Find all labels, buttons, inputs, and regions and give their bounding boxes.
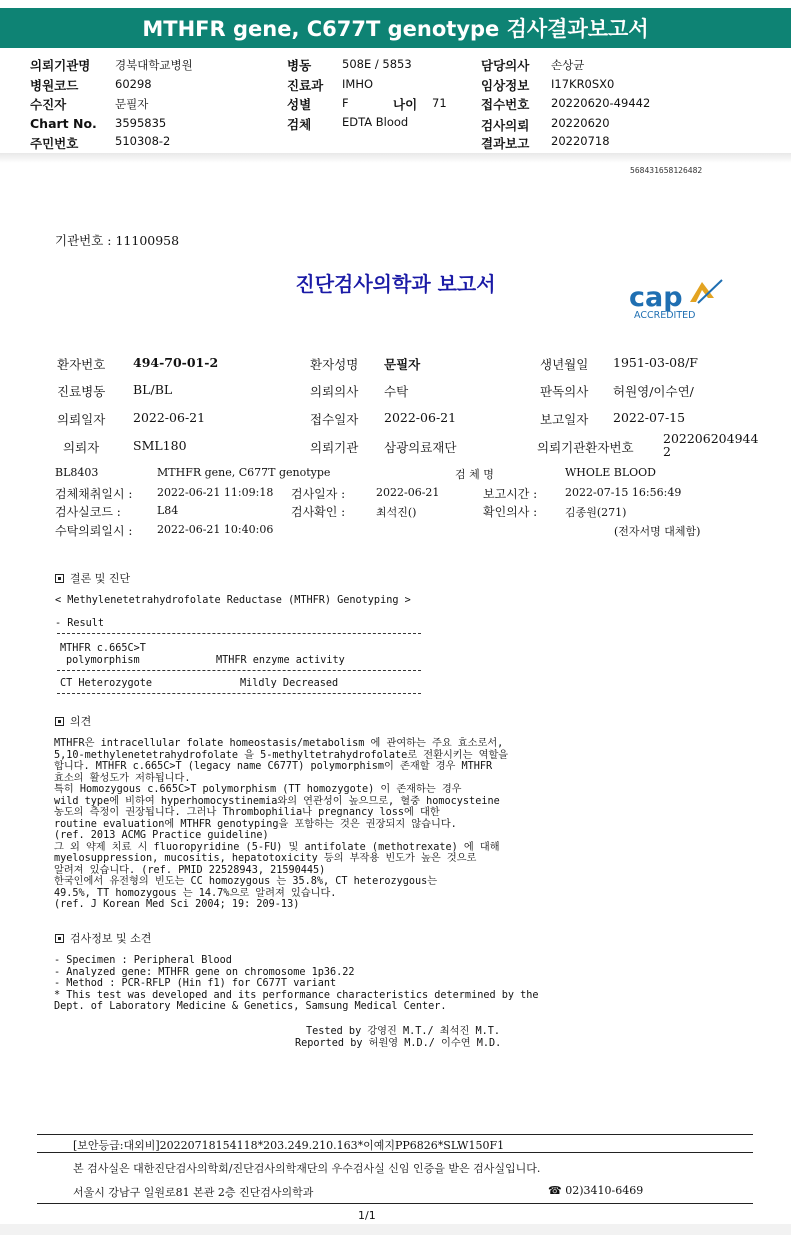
tested-by: Tested by 강영진 M.T./ 최석진 M.T. [306,1026,500,1037]
hdr-value-receipt-no: 20220620-49442 [551,96,651,110]
opinion-line: 농도의 측정이 권장됩니다. 그러나 Thrombophilia나 pregnancy loss에 대한 [54,807,440,818]
conclusion-subtitle: < Methylenetetrahydrofolate Reductase (MTHFR) Genotyping > [55,595,411,606]
hdr-label-report-date: 결과보고 [481,136,530,151]
hdr-label-request-date: 검사의뢰 [481,118,530,133]
label-requester: 의뢰자 [63,440,100,455]
result-col1-header-line1: MTHFR c.665C>T [60,643,146,654]
test-date-label: 검사일자 : [291,487,346,501]
value-reading-doctor: 허원영/이수연/ [613,384,694,399]
cap-logo-text: cap [629,282,683,313]
opinion-line: 한국인에서 유전형의 빈도는 CC homozygous 는 35.8%, CT heterozygous는 [54,876,438,887]
institution-number: 기관번호 : 11100958 [55,233,180,248]
hdr-value-clinical-info: I17KR0SX0 [551,77,615,91]
test-confirm-value: 최석진() [376,506,417,519]
hdr-value-resident-no: 510308-2 [115,134,171,148]
result-col2-header: MTHFR enzyme activity [216,655,345,666]
value-ward: BL/BL [133,382,173,397]
value-requesting-doctor: 수탁 [384,384,409,399]
opinion-line: 효소의 활성도가 저하됩니다. [54,772,191,784]
hdr-label-patient: 수진자 [30,97,67,112]
section-bullet-icon [55,574,64,583]
result-label: - Result [55,618,105,629]
label-request-date: 의뢰일자 [57,412,106,427]
label-receipt-date: 접수일자 [310,412,359,427]
electronic-signature-note: (전자서명 대체함) [614,525,701,538]
hdr-label-resident-no: 주민번호 [30,136,79,151]
footer-bottom-rule [37,1203,753,1204]
value-requesting-institution: 삼광의료재단 [384,440,457,455]
section-bullet-icon [55,934,64,943]
opinion-text [54,738,554,911]
value-report-date: 2022-07-15 [613,410,686,425]
opinion-line: wild type에 비하여 hyperhomocystinemia와의 연관성이 높으므로, 혈중 homocysteine [54,795,500,807]
value-requester: SML180 [133,438,187,453]
value-institution-patient-no: 202206204944 [663,431,759,446]
hdr-label-hospital-code: 병원코드 [30,78,79,93]
lab-code-label: 검사실코드 : [55,505,121,519]
section-bullet-icon [55,717,64,726]
report-time-label: 보고시간 : [483,487,538,501]
specimen-name-label: 검 체 명 [455,468,494,481]
testinfo-line: - Analyzed gene: MTHFR gene on chromosome 1p36.22 [54,966,355,978]
lab-address: 서울시 강남구 일원로81 본관 2층 진단검사의학과 [73,1186,314,1199]
label-patient-no: 환자번호 [57,357,106,372]
value-receipt-date: 2022-06-21 [384,410,457,425]
hdr-label-ward: 병동 [287,58,312,73]
collect-time-value: 2022-06-21 11:09:18 [157,486,274,499]
testinfo-line: * This test was developed and its performance characteristics determined by the [54,989,539,1001]
collect-time-label: 검체채취일시 : [55,487,133,501]
value-request-date: 2022-06-21 [133,410,206,425]
label-institution-patient-no: 의뢰기관환자번호 [537,440,634,455]
page-title: 진단검사의학과 보고서 [295,272,496,296]
opinion-line: (ref. 2013 ACMG Practice guideline) [54,830,269,841]
report-header-title: MTHFR gene, C677T genotype 검사결과보고서 [0,8,791,48]
lab-code-value: L84 [157,504,179,517]
hdr-label-department: 진료과 [287,78,324,93]
opinion-line: routine evaluation에 MTHFR genotyping을 포함하는 것은 권장되지 않습니다. [54,818,457,830]
hdr-value-report-date: 20220718 [551,134,610,148]
test-name: MTHFR gene, C677T genotype [157,466,331,479]
hdr-value-ward: 508E / 5853 [342,57,412,71]
header-shadow [0,153,791,163]
testinfo-line: - Method : PCR-RFLP (Hin f1) for C677T variant [54,978,337,989]
test-confirm-label: 검사확인 : [291,505,346,519]
label-patient-name: 환자성명 [310,357,359,372]
reported-by: Reported by 허원영 M.D./ 이수연 M.D. [295,1038,502,1049]
confirm-doctor-value: 김종원(271) [565,506,627,519]
confirm-doctor-label: 확인의사 : [483,505,538,519]
testinfo-text [54,955,554,1013]
opinion-line: MTHFR은 intracellular folate homeostasis/metabolism 에 관여하는 주요 효소로서, [54,738,504,749]
value-patient-name: 문필자 [384,357,421,372]
opinion-line: (ref. J Korean Med Sci 2004; 19: 209-13) [54,899,300,910]
hdr-label-clinical-info: 임상정보 [481,78,530,93]
value-birth-date: 1951-03-08/F [613,355,698,370]
hdr-value-hospital-code: 60298 [115,77,152,91]
specimen-name-value: WHOLE BLOOD [565,466,656,479]
hdr-value-age: 71 [432,96,447,110]
footer-mid-rule [37,1152,753,1153]
hdr-label-receipt-no: 접수번호 [481,97,530,112]
opinion-line: 그 외 약제 치료 시 fluoropyridine (5-FU) 및 antifolate (methotrexate) 에 대해 [54,841,500,853]
footer-top-rule [37,1134,753,1135]
value-patient-no: 494-70-01-2 [133,355,219,370]
hdr-value-specimen: EDTA Blood [342,115,409,129]
security-stamp: [보안등급:대외비]20220718154118*203.249.210.163*이예지PP6826*SLW150F1 [73,1139,505,1152]
label-reading-doctor: 판독의사 [540,384,589,399]
label-ward: 진료병동 [57,384,106,399]
page-number: 1/1 [358,1209,376,1222]
hdr-value-department: IMHO [342,77,374,91]
hdr-value-doctor: 손상균 [551,58,585,72]
page-bottom-bar [0,1224,791,1235]
result-table-mid-rule [57,670,421,671]
result-genotype: CT Heterozygote [60,678,153,689]
label-report-date: 보고일자 [540,412,589,427]
opinion-line: 특히 Homozygous c.665C>T polymorphism (TT homozygote) 이 존재하는 경우 [54,784,462,795]
barcode-number: 568431658126482 [630,166,703,175]
opinion-line: 알려져 있습니다. (ref. PMID 22528943, 21590445) [54,864,326,876]
label-birth-date: 생년월일 [540,357,589,372]
hdr-label-institution: 의뢰기관명 [30,58,91,73]
cap-logo-graphic [628,276,728,322]
hdr-label-sex: 성별 [287,97,312,112]
test-code: BL8403 [55,466,99,479]
hdr-value-chart-no: 3595835 [115,116,167,130]
label-requesting-doctor: 의뢰의사 [310,384,359,399]
test-date-value: 2022-06-21 [376,486,440,499]
hdr-label-doctor: 담당의사 [481,58,530,73]
opinion-line: 합니다. MTHFR c.665C>T (legacy name C677T) polymorphism이 존재할 경우 MTHFR [54,761,493,772]
consign-time-label: 수탁의뢰일시 : [55,524,133,538]
hdr-label-chart-no: Chart No. [30,116,97,131]
opinion-line: 5,10-methylenetetrahydrofolate 을 5-methyltetrahydrofolate로 전환시키는 역할을 [54,749,509,761]
testinfo-line: Dept. of Laboratory Medicine & Genetics, Samsung Medical Center. [54,1001,447,1012]
cap-accredited-logo [628,276,728,322]
value-institution-patient-no-cont: 2 [663,444,671,459]
result-table-top-rule [57,633,421,634]
result-col1-header-line2: polymorphism [66,655,140,666]
result-table-bottom-rule [57,693,421,694]
hdr-value-request-date: 20220620 [551,116,610,130]
testinfo-line: - Specimen : Peripheral Blood [54,955,232,966]
report-time-value: 2022-07-15 16:56:49 [565,486,682,499]
section-opinion-heading: 의견 [55,713,91,729]
cap-logo-accredited: ACCREDITED [634,310,696,321]
hdr-label-specimen: 검체 [287,117,312,132]
hdr-label-age: 나이 [393,97,418,112]
opinion-line: 49.5%, TT homozygous 는 14.7%으로 알려져 있습니다. [54,887,337,899]
certification-note: 본 검사실은 대한진단검사의학회/진단검사의학재단의 우수검사실 신임 인증을 받은 검사실입니다. [73,1162,541,1175]
section-testinfo-heading: 검사정보 및 소견 [55,930,151,946]
consign-time-value: 2022-06-21 10:40:06 [157,523,274,536]
label-requesting-institution: 의뢰기관 [310,440,359,455]
section-conclusion-heading: 결론 및 진단 [55,570,130,586]
hdr-value-patient: 문필자 [115,97,149,111]
result-enzyme-activity: Mildly Decreased [240,678,339,689]
hdr-value-institution: 경북대학교병원 [115,58,193,72]
opinion-line: myelosuppression, mucositis, hepatotoxicity 등의 부작용 빈도가 높은 것으로 [54,853,477,864]
hdr-value-sex: F [342,96,349,110]
lab-phone: ☎ 02)3410-6469 [548,1184,644,1197]
